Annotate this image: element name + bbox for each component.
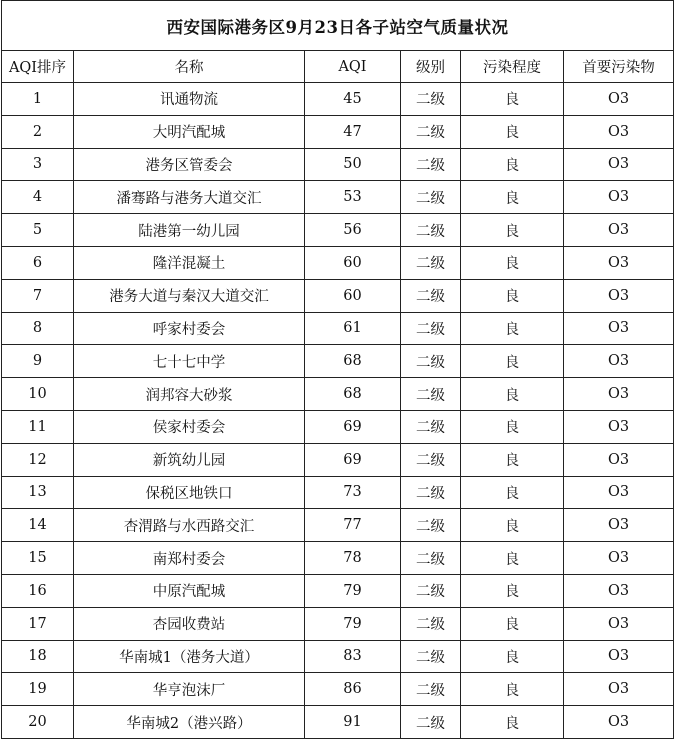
cell-rank: 16 xyxy=(2,574,74,607)
cell-rank: 10 xyxy=(2,378,74,411)
cell-name: 中原汽配城 xyxy=(74,574,305,607)
table-row xyxy=(2,509,674,542)
cell-pollution: 良 xyxy=(461,640,564,673)
cell-rank: 8 xyxy=(2,312,74,345)
cell-name: 新筑幼儿园 xyxy=(74,443,305,476)
table-row xyxy=(2,673,674,706)
table-title: 西安国际港务区9月23日各子站空气质量状况 xyxy=(2,1,674,51)
table-row xyxy=(2,246,674,279)
cell-primary-pollutant: O3 xyxy=(564,214,674,247)
cell-primary-pollutant: O3 xyxy=(564,345,674,378)
cell-aqi: 60 xyxy=(305,246,401,279)
cell-primary-pollutant: O3 xyxy=(564,279,674,312)
table-row xyxy=(2,312,674,345)
cell-name: 华南城2（港兴路） xyxy=(74,706,305,739)
table-row xyxy=(2,443,674,476)
table-row xyxy=(2,378,674,411)
cell-aqi: 69 xyxy=(305,410,401,443)
cell-aqi: 86 xyxy=(305,673,401,706)
cell-primary-pollutant: O3 xyxy=(564,115,674,148)
cell-level: 二级 xyxy=(401,181,461,214)
cell-primary-pollutant: O3 xyxy=(564,542,674,575)
cell-aqi: 61 xyxy=(305,312,401,345)
cell-pollution: 良 xyxy=(461,509,564,542)
header-level: 级别 xyxy=(401,51,461,83)
cell-rank: 14 xyxy=(2,509,74,542)
cell-level: 二级 xyxy=(401,706,461,739)
cell-rank: 4 xyxy=(2,181,74,214)
cell-pollution: 良 xyxy=(461,312,564,345)
cell-name: 侯家村委会 xyxy=(74,410,305,443)
table-row xyxy=(2,279,674,312)
cell-rank: 13 xyxy=(2,476,74,509)
cell-primary-pollutant: O3 xyxy=(564,148,674,181)
cell-aqi: 45 xyxy=(305,83,401,116)
cell-name: 大明汽配城 xyxy=(74,115,305,148)
cell-name: 华亨泡沫厂 xyxy=(74,673,305,706)
cell-primary-pollutant: O3 xyxy=(564,476,674,509)
header-primary-pollutant: 首要污染物 xyxy=(564,51,674,83)
cell-name: 讯通物流 xyxy=(74,83,305,116)
header-pollution: 污染程度 xyxy=(461,51,564,83)
cell-aqi: 79 xyxy=(305,607,401,640)
header-row xyxy=(2,51,674,83)
cell-rank: 9 xyxy=(2,345,74,378)
cell-name: 呼家村委会 xyxy=(74,312,305,345)
cell-pollution: 良 xyxy=(461,83,564,116)
cell-pollution: 良 xyxy=(461,214,564,247)
cell-name: 南郑村委会 xyxy=(74,542,305,575)
cell-rank: 18 xyxy=(2,640,74,673)
cell-pollution: 良 xyxy=(461,148,564,181)
cell-primary-pollutant: O3 xyxy=(564,83,674,116)
cell-primary-pollutant: O3 xyxy=(564,181,674,214)
cell-name: 港务区管委会 xyxy=(74,148,305,181)
table-row xyxy=(2,607,674,640)
table-row xyxy=(2,542,674,575)
cell-primary-pollutant: O3 xyxy=(564,410,674,443)
table-row xyxy=(2,148,674,181)
cell-level: 二级 xyxy=(401,345,461,378)
cell-name: 杏渭路与水西路交汇 xyxy=(74,509,305,542)
cell-name: 润邦容大砂浆 xyxy=(74,378,305,411)
cell-primary-pollutant: O3 xyxy=(564,246,674,279)
cell-level: 二级 xyxy=(401,312,461,345)
cell-pollution: 良 xyxy=(461,345,564,378)
cell-aqi: 73 xyxy=(305,476,401,509)
table-row xyxy=(2,476,674,509)
cell-rank: 15 xyxy=(2,542,74,575)
cell-level: 二级 xyxy=(401,476,461,509)
cell-name: 潘骞路与港务大道交汇 xyxy=(74,181,305,214)
cell-rank: 5 xyxy=(2,214,74,247)
cell-level: 二级 xyxy=(401,607,461,640)
title-row xyxy=(2,1,674,51)
cell-name: 隆洋混凝土 xyxy=(74,246,305,279)
cell-rank: 3 xyxy=(2,148,74,181)
header-aqi: AQI xyxy=(305,51,401,83)
table-row xyxy=(2,410,674,443)
cell-rank: 20 xyxy=(2,706,74,739)
cell-name: 华南城1（港务大道） xyxy=(74,640,305,673)
cell-rank: 11 xyxy=(2,410,74,443)
cell-primary-pollutant: O3 xyxy=(564,509,674,542)
cell-level: 二级 xyxy=(401,115,461,148)
cell-aqi: 78 xyxy=(305,542,401,575)
cell-rank: 6 xyxy=(2,246,74,279)
cell-rank: 17 xyxy=(2,607,74,640)
cell-level: 二级 xyxy=(401,279,461,312)
cell-rank: 19 xyxy=(2,673,74,706)
table-row xyxy=(2,574,674,607)
cell-level: 二级 xyxy=(401,378,461,411)
cell-aqi: 68 xyxy=(305,378,401,411)
cell-pollution: 良 xyxy=(461,607,564,640)
cell-aqi: 60 xyxy=(305,279,401,312)
cell-pollution: 良 xyxy=(461,443,564,476)
cell-level: 二级 xyxy=(401,574,461,607)
table-row xyxy=(2,181,674,214)
cell-level: 二级 xyxy=(401,214,461,247)
cell-name: 七十七中学 xyxy=(74,345,305,378)
cell-primary-pollutant: O3 xyxy=(564,312,674,345)
cell-primary-pollutant: O3 xyxy=(564,574,674,607)
air-quality-sheet xyxy=(1,0,673,739)
header-rank: AQI排序 xyxy=(2,51,74,83)
cell-level: 二级 xyxy=(401,246,461,279)
cell-level: 二级 xyxy=(401,509,461,542)
cell-pollution: 良 xyxy=(461,378,564,411)
table-row xyxy=(2,214,674,247)
table-row xyxy=(2,345,674,378)
table-body xyxy=(2,83,674,739)
cell-level: 二级 xyxy=(401,83,461,116)
table-row xyxy=(2,115,674,148)
cell-aqi: 77 xyxy=(305,509,401,542)
cell-pollution: 良 xyxy=(461,476,564,509)
cell-primary-pollutant: O3 xyxy=(564,706,674,739)
cell-pollution: 良 xyxy=(461,279,564,312)
cell-pollution: 良 xyxy=(461,706,564,739)
cell-level: 二级 xyxy=(401,443,461,476)
cell-aqi: 56 xyxy=(305,214,401,247)
cell-aqi: 69 xyxy=(305,443,401,476)
cell-rank: 2 xyxy=(2,115,74,148)
cell-level: 二级 xyxy=(401,673,461,706)
table-row xyxy=(2,706,674,739)
cell-pollution: 良 xyxy=(461,115,564,148)
cell-primary-pollutant: O3 xyxy=(564,607,674,640)
cell-aqi: 50 xyxy=(305,148,401,181)
air-quality-table xyxy=(1,0,674,739)
cell-name: 保税区地铁口 xyxy=(74,476,305,509)
cell-pollution: 良 xyxy=(461,410,564,443)
cell-rank: 7 xyxy=(2,279,74,312)
cell-primary-pollutant: O3 xyxy=(564,443,674,476)
cell-aqi: 53 xyxy=(305,181,401,214)
cell-pollution: 良 xyxy=(461,181,564,214)
cell-aqi: 91 xyxy=(305,706,401,739)
cell-primary-pollutant: O3 xyxy=(564,673,674,706)
cell-level: 二级 xyxy=(401,542,461,575)
header-name: 名称 xyxy=(74,51,305,83)
cell-aqi: 47 xyxy=(305,115,401,148)
cell-primary-pollutant: O3 xyxy=(564,640,674,673)
cell-level: 二级 xyxy=(401,640,461,673)
cell-pollution: 良 xyxy=(461,673,564,706)
cell-pollution: 良 xyxy=(461,246,564,279)
table-row xyxy=(2,640,674,673)
cell-aqi: 68 xyxy=(305,345,401,378)
cell-pollution: 良 xyxy=(461,574,564,607)
cell-level: 二级 xyxy=(401,148,461,181)
cell-level: 二级 xyxy=(401,410,461,443)
cell-name: 杏园收费站 xyxy=(74,607,305,640)
cell-primary-pollutant: O3 xyxy=(564,378,674,411)
cell-name: 港务大道与秦汉大道交汇 xyxy=(74,279,305,312)
cell-rank: 1 xyxy=(2,83,74,116)
cell-aqi: 83 xyxy=(305,640,401,673)
table-row xyxy=(2,83,674,116)
cell-aqi: 79 xyxy=(305,574,401,607)
cell-name: 陆港第一幼儿园 xyxy=(74,214,305,247)
cell-rank: 12 xyxy=(2,443,74,476)
cell-pollution: 良 xyxy=(461,542,564,575)
